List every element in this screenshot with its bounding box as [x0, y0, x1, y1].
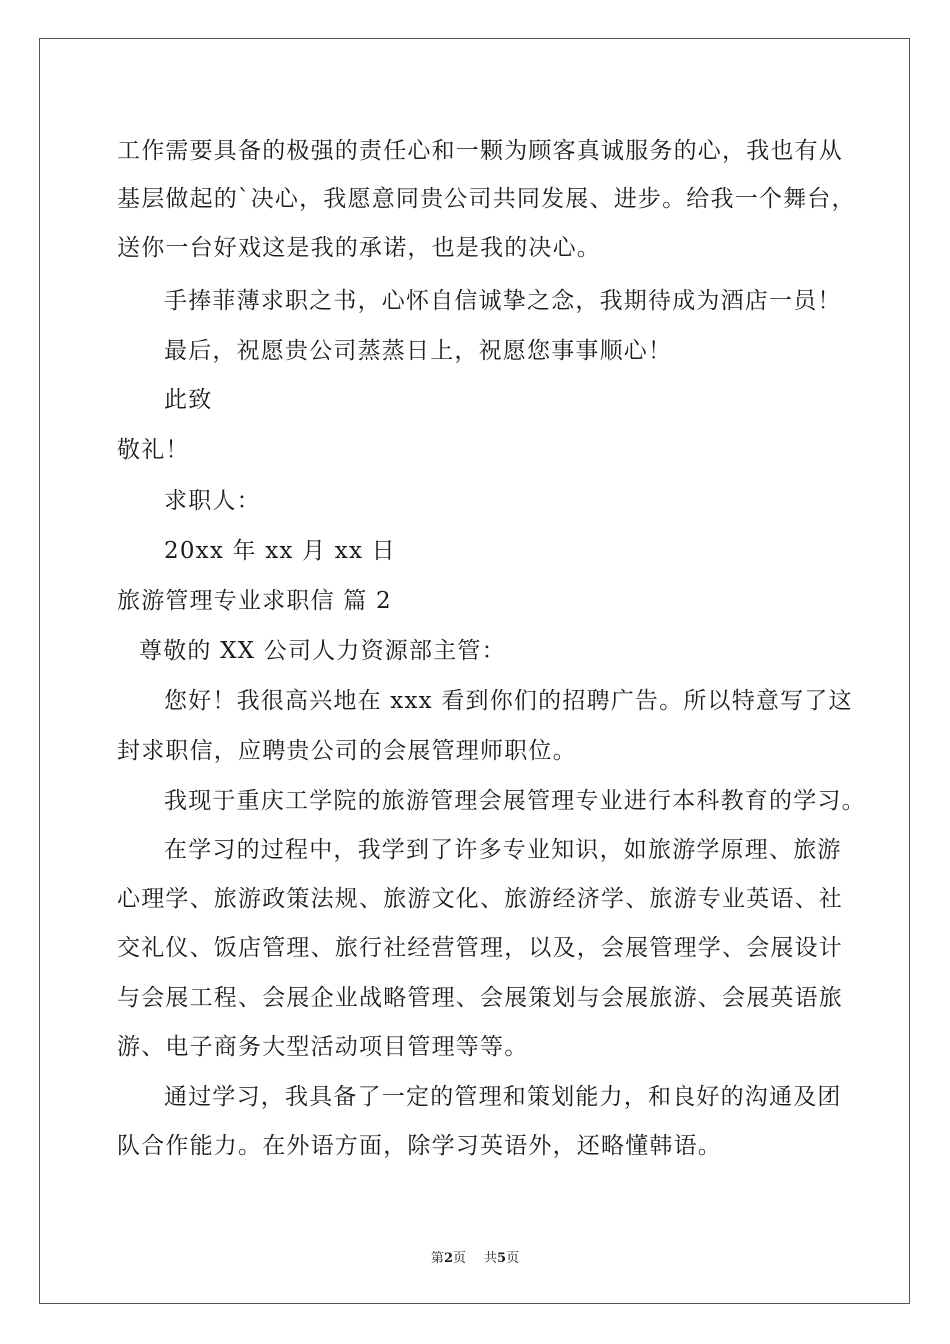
paragraph-line: 封求职信，应聘贵公司的会展管理师职位。	[117, 738, 577, 764]
paragraph-line: 送你一台好戏这是我的承诺，也是我的决心。	[117, 235, 601, 261]
paragraph-line: 交礼仪、饭店管理、旅行社经营管理，以及，会展管理学、会展设计	[117, 935, 843, 961]
closing-wish: 最后，祝愿贵公司蒸蒸日上，祝愿您事事顺心！	[164, 338, 673, 364]
page-footer	[0, 1250, 950, 1268]
footer-total-prefix: 共	[484, 1251, 498, 1266]
paragraph-line: 通过学习，我具备了一定的管理和策划能力，和良好的沟通及团	[164, 1084, 842, 1110]
paragraph-line: 游、电子商务大型活动项目管理等等。	[117, 1034, 529, 1060]
salutation-zhizhi: 此致	[164, 387, 213, 413]
paragraph-line: 手捧菲薄求职之书，心怀自信诚挚之念，我期待成为酒店一员！	[164, 288, 842, 314]
page-border	[39, 38, 910, 1304]
paragraph-line: 工作需要具备的极强的责任心和一颗为顾客真诚服务的心，我也有从	[117, 138, 843, 164]
footer-page-prefix: 第	[430, 1251, 444, 1266]
paragraph-line: 与会展工程、会展企业战略管理、会展策划与会展旅游、会展英语旅	[117, 985, 843, 1011]
paragraph-line: 队合作能力。在外语方面，除学习英语外，还略懂韩语。	[117, 1133, 722, 1159]
footer-page-total: 5	[497, 1251, 507, 1266]
paragraph-line: 我现于重庆工学院的旅游管理会展管理专业进行本科教育的学习。	[164, 788, 866, 814]
paragraph-line: 在学习的过程中，我学到了许多专业知识，如旅游学原理、旅游	[164, 837, 842, 863]
section-heading: 旅游管理专业求职信 篇 2	[117, 588, 392, 614]
footer-total-suffix: 页	[506, 1251, 520, 1266]
paragraph-line: 心理学、旅游政策法规、旅游文化、旅游经济学、旅游专业英语、社	[117, 886, 843, 912]
letter-greeting: 尊敬的 XX 公司人力资源部主管：	[139, 638, 506, 664]
signature-label: 求职人：	[164, 488, 261, 514]
salutation-jingli: 敬礼！	[117, 437, 190, 463]
footer-page-suffix: 页	[452, 1251, 466, 1266]
footer-page-current: 2	[443, 1251, 453, 1266]
paragraph-line: 基层做起的`决心，我愿意同贵公司共同发展、进步。给我一个舞台，	[117, 186, 856, 212]
paragraph-line: 您好！我很高兴地在 xxx 看到你们的招聘广告。所以特意写了这	[164, 688, 853, 714]
date-line: 20xx 年 xx 月 xx 日	[164, 538, 396, 564]
